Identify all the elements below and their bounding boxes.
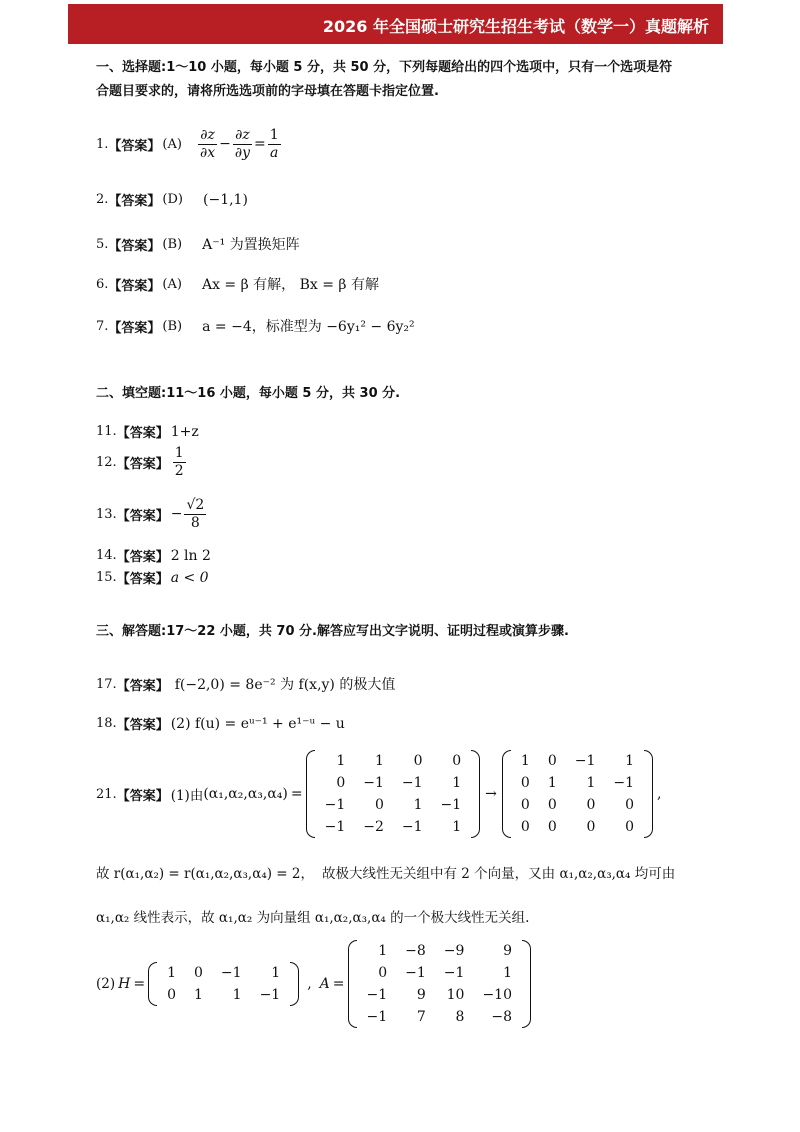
page-title: 2026 年全国硕士研究生招生考试（数学一）真题解析 [322,17,709,36]
answer-label: 【答案】 [116,508,169,524]
answer-label: 【答案】 [108,194,161,209]
matrix-h-row [158,962,289,984]
answer-option: (A) [162,276,182,292]
choice-item-1 [96,128,283,160]
item-number: 17. [96,676,117,692]
matrix-cell: 1 [413,797,423,813]
solve-item-17 [96,674,395,694]
matrix-A-row [358,962,521,984]
matrix-cell: 0 [374,797,384,813]
matrix-cell: −1 [440,797,462,813]
matrix-cell: 1 [547,775,557,791]
answer-formula: $\frac{\partial z}{\partial x}$ − $\frac{\partial z}{\partial y}$ = $\frac{1}{a}$ [199,127,279,161]
answer-label: 【答案】 [116,456,169,472]
matrix-cell: 9 [416,987,426,1003]
fill-item-13 [96,498,208,530]
matrix-cell: 0 [520,797,530,813]
answer-label: 【答案】 [116,572,169,587]
matrix-h-row [158,984,289,1006]
matrix-cell: 1 [336,753,346,769]
fill-item-12 [96,446,188,478]
matrix-cell: 1 [625,753,635,769]
matrix-cell: −1 [401,775,423,791]
section3-heading: 三、解答题:17～22 小题，共 70 分.解答应写出文字说明、证明过程或演算步骤. [96,624,569,639]
item-number: 7. [96,318,109,334]
matrix-b-row [512,794,643,816]
answer-label: 【答案】 [116,718,169,733]
answer-text: (2) f(u) = eᵘ⁻¹ + e¹⁻ᵘ − u [170,715,345,732]
matrix-cell: 0 [413,753,423,769]
matrix-cell: −1 [574,753,596,769]
item-number: 15. [96,570,117,585]
answer-text: a = −4，标准型为 −6y₁² − 6y₂² [202,319,415,335]
item-number: 12. [96,454,117,470]
matrix-cell: −1 [324,819,346,835]
comma: , [307,976,312,992]
matrix-cell: 1 [503,965,512,981]
equals-sign: = [290,786,303,802]
matrix-b [502,750,653,838]
fill-item-15 [96,568,209,587]
item-number: 2. [96,192,109,207]
h-symbol: H [118,976,131,992]
matrix-cell: 1 [374,753,384,769]
matrix-cell: 9 [503,943,512,959]
matrix-cell: −1 [366,1009,388,1025]
matrix-cell: −1 [366,987,388,1003]
choice-item-6 [96,274,379,294]
matrix-cell: 1 [194,987,203,1003]
matrix-cell: −1 [220,965,242,981]
matrix-cell: 0 [167,987,176,1003]
matrix-A-row [358,1006,521,1028]
matrix-cell: −8 [491,1009,512,1025]
section1-heading-line2: 合题目要求的，请将所选选项前的字母填在答题卡指定位置. [96,84,439,99]
q21-text-line2: α₁,α₂ 线性表示，故 α₁,α₂ 为向量组 α₁,α₂,α₃,α₄ 的一个极大线性无关组. [96,910,530,926]
answer-formula: − $\frac{√2}{8}$ [170,497,205,531]
item-number: 18. [96,716,117,731]
matrix-cell: −9 [443,943,465,959]
matrix-cell: −1 [259,987,281,1003]
solve-item-21 [96,750,661,838]
q21-part2 [96,940,531,1028]
choice-item-2 [96,190,248,209]
rank-equation: 故 r(α₁,α₂) = r(α₁,α₂,α₃,α₄) = 2， [96,866,314,882]
matrix-cell: 1 [167,965,176,981]
comma: , [657,786,662,802]
solve-item-18 [96,714,345,733]
matrix-cell: 1 [586,775,596,791]
matrix-cell: 0 [625,819,635,835]
matrix-cell: 0 [194,965,203,981]
matrix-cell: −1 [363,775,384,791]
answer-option: (A) [162,136,182,152]
matrix-a-row [316,772,471,794]
matrix-cell: 0 [520,819,530,835]
header-banner [68,4,723,44]
matrix-cell: −1 [443,965,465,981]
answer-label: 【答案】 [116,426,169,441]
answer-label: 【答案】 [108,238,161,254]
matrix-cell: −1 [401,819,423,835]
matrix-cell: 0 [547,819,557,835]
answer-label: 【答案】 [116,788,169,804]
item-number: 11. [96,424,117,439]
matrix-h [148,962,299,1006]
answer-option: (B) [162,236,183,252]
answer-label: 【答案】 [116,678,169,694]
matrix-cell: −8 [405,943,426,959]
answer-label: 【答案】 [108,278,161,294]
answer-text: (−1,1) [203,191,248,208]
section2-heading: 二、填空题:11～16 小题，每小题 5 分，共 30 分. [96,386,401,401]
item-number: 6. [96,276,109,292]
answer-text: A⁻¹ 为置换矩阵 [202,237,300,253]
matrix-cell: 1 [271,965,281,981]
section1-heading-line1: 一、选择题:1～10 小题，每小题 5 分，共 50 分，下列每题给出的四个选项中，只有一个选项是符 [96,60,673,75]
answer-option: (B) [162,318,183,334]
fill-item-14 [96,546,211,565]
item-number: 13. [96,506,117,522]
equals-sign: = [332,976,345,992]
answer-label: 【答案】 [108,320,161,336]
matrix-cell: 0 [586,819,596,835]
item-number: 14. [96,548,117,563]
arrow-icon: → [485,786,497,802]
q21-text-line1 [96,862,675,882]
answer-text: Ax = β 有解， Bx = β 有解 [201,277,379,293]
matrix-cell: 0 [452,753,462,769]
part2-label: (2) [96,976,116,992]
matrix-b-row [512,772,643,794]
matrix-cell: 0 [520,775,530,791]
answer-label: 【答案】 [116,550,169,565]
a-symbol: A [319,976,330,992]
vector-tuple: (α₁,α₂,α₃,α₄) [203,786,288,802]
matrix-b-row [512,750,643,772]
choice-item-7 [96,316,415,336]
matrix-cell: 1 [232,987,242,1003]
fill-item-11 [96,422,199,441]
matrix-A-row [358,940,521,962]
matrix-cell: 10 [446,987,465,1003]
answer-text: a < 0 [170,569,209,586]
matrix-a-row [316,794,471,816]
item-number: 21. [96,786,117,802]
matrix-cell: 1 [520,753,530,769]
matrix-cell: 0 [625,797,635,813]
matrix-cell: 0 [378,965,388,981]
answer-formula: $\frac{1}{2}$ [174,445,184,479]
matrix-cell: 1 [452,775,462,791]
matrix-a-row [316,816,471,838]
matrix-b-row [512,816,643,838]
part1-lead: (1)由 [170,788,204,804]
equals-sign: = [133,976,146,992]
matrix-cell: −10 [482,987,512,1003]
matrix-A [348,940,531,1028]
answer-text: f(−2,0) = 8e⁻² 为 f(x,y) 的极大值 [174,677,396,693]
matrix-cell: 1 [378,943,388,959]
item-number: 1. [96,136,109,152]
item-number: 5. [96,236,109,252]
matrix-cell: 0 [336,775,346,791]
matrix-cell: 8 [455,1009,465,1025]
rank-conclusion: 故极大线性无关组中有 2 个向量，又由 α₁,α₂,α₃,α₄ 均可由 [321,866,676,882]
matrix-cell: 0 [547,797,557,813]
matrix-cell: 0 [586,797,596,813]
matrix-cell: 0 [547,753,557,769]
answer-text: 1+z [170,423,199,440]
matrix-cell: 1 [452,819,462,835]
choice-item-5 [96,234,300,254]
matrix-cell: −2 [363,819,384,835]
matrix-a [306,750,481,838]
matrix-cell: 7 [416,1009,426,1025]
matrix-cell: −1 [324,797,346,813]
answer-label: 【答案】 [108,138,161,154]
matrix-cell: −1 [613,775,635,791]
answer-option: (D) [162,192,183,207]
answer-text: 2 ln 2 [170,547,211,564]
matrix-A-row [358,984,521,1006]
matrix-a-row [316,750,471,772]
matrix-cell: −1 [405,965,426,981]
